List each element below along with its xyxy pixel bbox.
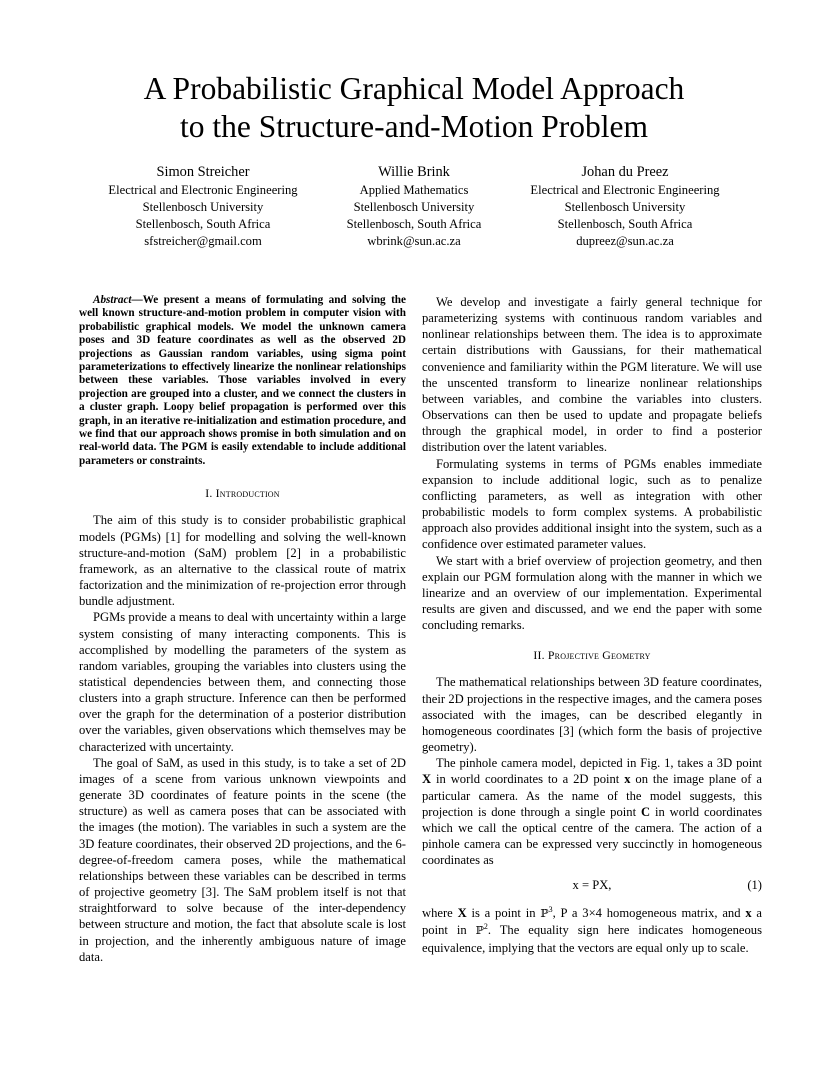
- abstract-label: Abstract: [93, 294, 132, 306]
- superscript: 2: [483, 922, 488, 932]
- author-email: sfstreicher@gmail.com: [144, 234, 262, 248]
- math-bold-x: x: [624, 772, 631, 787]
- right-paragraph-3: We start with a brief overview of projection geometry, and then explain our PGM formulation along with the manner in which we linearize and an overview of our implementation. Experimental results are given and discussed, and we end the paper with some concluding remarks.: [422, 553, 762, 633]
- section-heading-introduction: I. Introduction: [205, 486, 280, 501]
- author-name: Willie Brink: [378, 164, 450, 180]
- intro-paragraph-3: The goal of SaM, as used in this study, is to take a set of 2D images of a scene from various unknown viewpoints and generate 3D coordinates of feature points in the scene (the structure) as well as camera poses that can be associated with the images (the motion). The variables in such a system are the 3D feature coordinates, their observed 2D projections, and the 6-degree-of-freedom camera poses, while the mathematical relationships between these variables can be described in terms of projective geometry [3]. The SaM problem itself is not that straightforward to solve because of the inter-dependency between structure and motion, the fact that absolute scale is lost in projection, and the inherently ambiguous nature of image data.: [79, 755, 406, 964]
- author-dept: Applied Mathematics: [359, 183, 469, 197]
- author-2: [324, 162, 504, 250]
- abstract-text: —We present a means of formulating and solving the well known structure-and-motion problem in computer vision with probabilistic graphical models. We model the unknown camera poses and 3D feature coordinates as well as the observed 2D projections as Gaussian random variables, using sigma point parameterizations to effectively linearize the nonlinear relationships between these variables. Those variables involved in every projection are grouped into a cluster, and we connect the clusters in a cluster graph. Loopy belief propagation is performed over this graph, in an iterative re-initialization and estimation procedure, and we find that our approach shows promise in both simulation and on real-world data. The PGM is easily extendable to include additional parameters or constraints.: [79, 294, 406, 467]
- paper-title: [0, 70, 828, 146]
- math-bold-C: C: [640, 804, 651, 819]
- math-bold-X: X: [457, 906, 467, 921]
- author-location: Stellenbosch, South Africa: [135, 217, 271, 231]
- author-location: Stellenbosch, South Africa: [346, 217, 482, 231]
- title-line-1: A Probabilistic Graphical Model Approach: [143, 71, 685, 106]
- math-bold-x: x: [745, 906, 752, 921]
- intro-paragraph-1: The aim of this study is to consider probabilistic graphical models (PGMs) [1] for modelling and solving the well-known structure-and-motion (SaM) problem [2] in a probabilistic framework, as an alternative to the classical route of matrix factorization and the minimization of re-projection error through bundle adjustment.: [79, 513, 406, 609]
- author-dept: Electrical and Electronic Engineering: [108, 183, 298, 197]
- right-paragraph-2: Formulating systems in terms of PGMs enables immediate expansion to include additional logic, such as to penalize conflicting parameters, as well as integration with other probabilistic models to form complex systems. A probabilistic approach also provides additional insight into the system, such as a confidence over estimated parameter values.: [422, 456, 762, 552]
- text-run: on the image plane of a particular camera. As the name of the model suggests, this projection is done through a single point: [422, 772, 762, 819]
- projective-paragraph-1: The mathematical relationships between 3D feature coordinates, their 2D projections in the respective images, and the camera poses associated with the images, can be described elegantly in homogeneous coordinates [3] (which form the basis of projective geometry).: [422, 675, 762, 755]
- author-1: [94, 162, 312, 250]
- text-run: a point in: [422, 906, 762, 938]
- math-projective-space: ℙ: [540, 907, 549, 921]
- equation-number: (1): [747, 878, 762, 893]
- author-name: Simon Streicher: [156, 164, 250, 180]
- author-univ: Stellenbosch University: [142, 200, 264, 214]
- equation-1: [422, 877, 762, 899]
- abstract: [79, 294, 406, 468]
- right-column: [422, 294, 762, 956]
- equation-body: x = PX,: [572, 878, 612, 893]
- text-run: The pinhole camera model, depicted in Fig. 1, takes a 3D point: [436, 756, 762, 771]
- author-univ: Stellenbosch University: [353, 200, 475, 214]
- text-run: where: [422, 906, 458, 921]
- author-univ: Stellenbosch University: [564, 200, 686, 214]
- author-email: dupreez@sun.ac.za: [576, 234, 674, 248]
- text-run: in world coordinates to a 2D point: [431, 772, 625, 787]
- author-email: wbrink@sun.ac.za: [367, 234, 461, 248]
- section-heading-projective-geometry: II. Projective Geometry: [533, 648, 651, 663]
- text-run: in world coordinates which we call the optical centre of the camera. The action of a pinhole camera can be expressed very succinctly in homogeneous coordinates as: [422, 804, 762, 868]
- projective-paragraph-2: [422, 755, 762, 868]
- math-projective-space: ℙ: [475, 924, 484, 938]
- projective-paragraph-3: [422, 905, 762, 955]
- text-run: is a point in: [466, 906, 541, 921]
- right-paragraph-1: We develop and investigate a fairly general technique for parameterizing systems with continuous random variables and nonlinear relationships between them. The idea is to approximate certain distributions with Gaussians, for their mathematical convenience and familiarity within the PGM literature. We will use the unscented transform to linearize nonlinear relationships between variables, and combine the variables into clusters. Observations can then be used to update and propagate beliefs through the graphical model, in order to find a posterior distribution over the latent variables.: [422, 295, 762, 455]
- intro-paragraph-2: PGMs provide a means to deal with uncertainty within a large system consisting of many interacting components. This is accomplished by modelling the parameters of the system as random variables, grouping the variables into clusters using the statistical dependencies between them, and connecting those clusters into a graph structure. Inference can then be performed over the graph for the determination of a posterior distribution over the variables, given observations which themselves may be characterized with uncertainty.: [79, 610, 406, 754]
- author-3: [515, 162, 735, 250]
- text-run: . The equality sign here indicates homogeneous equivalence, implying that the vectors are equal only up to scale.: [422, 923, 763, 955]
- author-name: Johan du Preez: [581, 164, 669, 180]
- left-column: [79, 294, 406, 965]
- author-location: Stellenbosch, South Africa: [557, 217, 693, 231]
- text-run: , P a 3×4 homogeneous matrix, and: [552, 906, 746, 921]
- superscript: 3: [548, 905, 553, 915]
- author-dept: Electrical and Electronic Engineering: [530, 183, 720, 197]
- title-line-2: to the Structure-and-Motion Problem: [179, 109, 649, 144]
- math-bold-X: X: [422, 772, 432, 787]
